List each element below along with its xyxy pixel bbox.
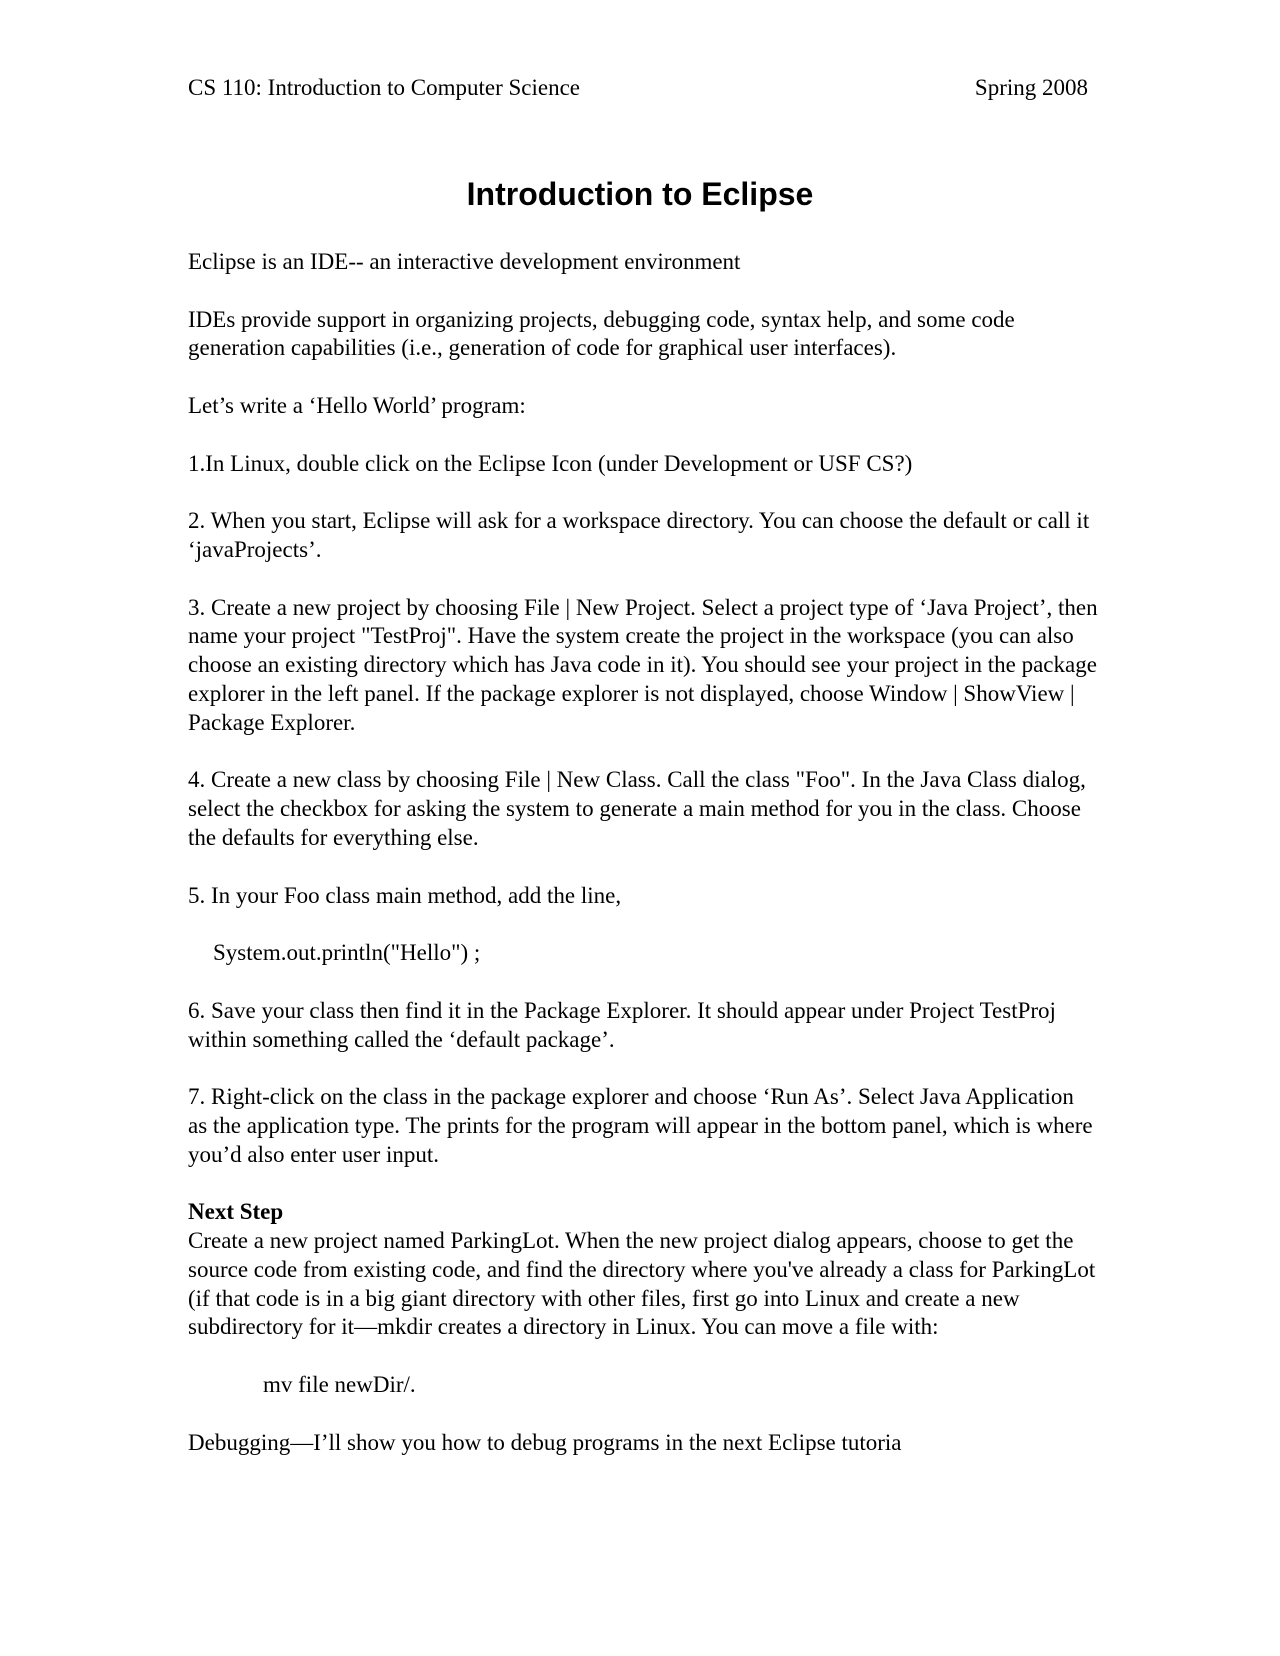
step-5-paragraph: 5. In your Foo class main method, add the line, xyxy=(188,882,622,908)
step-1-paragraph: 1.In Linux, double click on the Eclipse Icon (under Development or USF CS?) xyxy=(188,450,913,476)
next-step-section xyxy=(188,1198,1098,1342)
page-title: Introduction to Eclipse xyxy=(466,176,814,212)
ides-paragraph: IDEs provide support in organizing projects, debugging code, syntax help, and some code generation capabilities (i.e., generation of code for graphical user interfaces). xyxy=(188,306,1015,361)
term-label: Spring 2008 xyxy=(974,75,1088,100)
document-body xyxy=(188,248,1098,1486)
course-label: CS 110: Introduction to Computer Science xyxy=(188,75,581,100)
next-step-heading: Next Step xyxy=(188,1199,284,1225)
step-7-paragraph: 7. Right-click on the class in the package explorer and choose ‘Run As’. Select Java Application as the application type. The prints for the program will appear in the bottom panel, which is where you’d also enter user input. xyxy=(188,1084,1093,1167)
intro-paragraph: Eclipse is an IDE-- an interactive development environment xyxy=(188,249,741,274)
step-2-paragraph: 2. When you start, Eclipse will ask for a workspace directory. You can choose the default or call it ‘javaProjects’. xyxy=(188,508,1090,562)
next-step-body: Create a new project named ParkingLot. When the new project dialog appears, choose to get the source code from existing code, and find the directory where you've already a class for ParkingLot (if that code is in a big giant directory with other files, first go into Linux and create a new subdirectory for it—mkdir creates a directory in Linux. You can move a file with: xyxy=(188,1228,1096,1340)
step-4-paragraph: 4. Create a new class by choosing File | New Class. Call the class "Foo". In the Java Class dialog, select the checkbox for asking the system to generate a main method for you in the class. Choose the defaults for everything else. xyxy=(188,767,1086,850)
step-5-code-line: System.out.println("Hello") ; xyxy=(213,940,481,966)
mv-command-line: mv file newDir/. xyxy=(263,1372,416,1398)
step-6-paragraph: 6. Save your class then find it in the Package Explorer. It should appear under Project TestProj within something called the ‘default package’. xyxy=(188,997,1056,1052)
hello-paragraph: Let’s write a ‘Hello World’ program: xyxy=(188,392,526,418)
step-3-paragraph: 3. Create a new project by choosing File | New Project. Select a project type of ‘Java Project’, then name your project "TestProj". Have the system create the project in the workspace (you can also choose an existing directory which has Java code in it). You should see your project in the package explorer in the left panel. If the package explorer is not displayed, choose Window | ShowView | Package Explorer. xyxy=(188,594,1098,735)
debugging-paragraph: Debugging—I’ll show you how to debug programs in the next Eclipse tutoria xyxy=(188,1429,902,1455)
